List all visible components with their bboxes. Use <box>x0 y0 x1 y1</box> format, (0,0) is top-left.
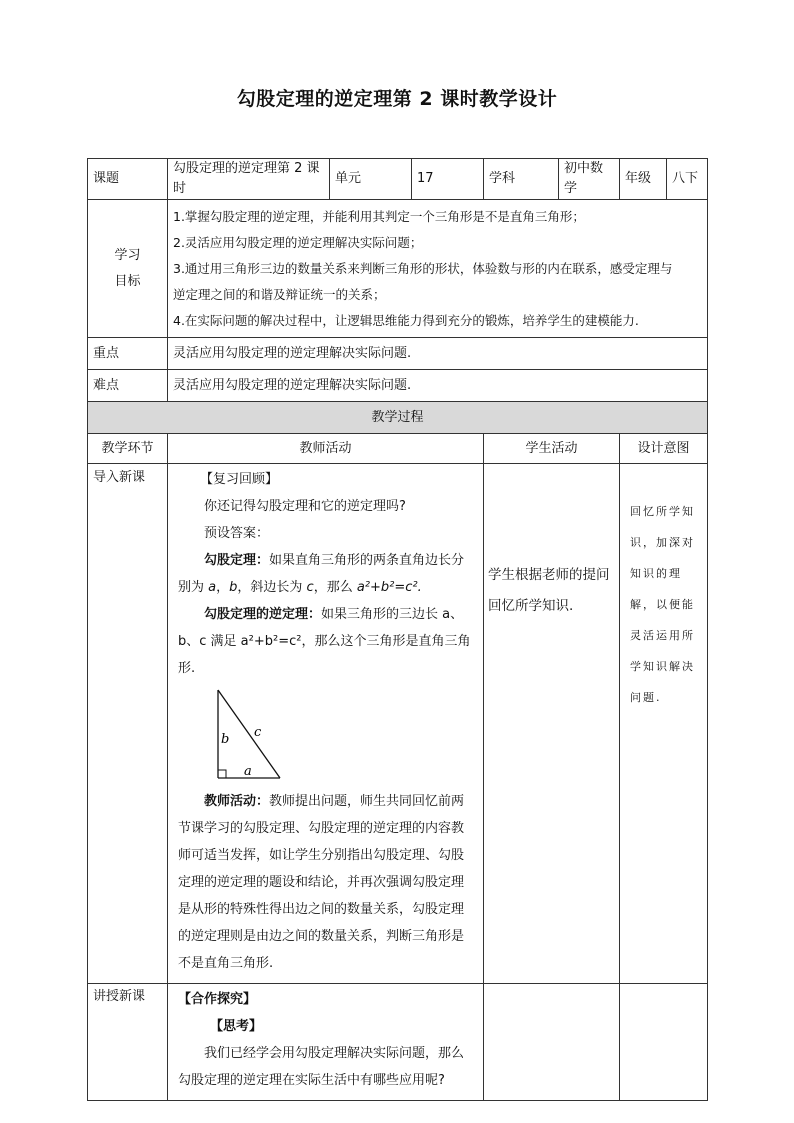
teacher-activity-line: 定理的逆定理的题设和结论，并再次强调勾股定理 <box>178 875 465 890</box>
triangle-label-b: b <box>221 732 230 747</box>
info-row <box>88 159 708 200</box>
teacher-activity-line: 节课学习的勾股定理、勾股定理的逆定理的内容教 <box>178 821 465 836</box>
theorem-equation: a²+b²=c². <box>356 580 422 595</box>
teach-design-intent <box>620 984 708 1101</box>
col-student-header: 学生活动 <box>484 434 620 464</box>
var-c: c <box>306 580 314 595</box>
converse-label: 勾股定理的逆定理： <box>204 607 322 622</box>
var-b: b <box>229 580 238 595</box>
teach-line: 我们已经学会用勾股定理解决实际问题，那么 <box>204 1046 465 1061</box>
intro-design-intent: 回忆所学知识，加深对知识的理解，以便能灵活运用所学知识解决问题. <box>620 464 708 984</box>
intro-student-activity: 学生根据老师的提问回忆所学知识. <box>484 464 620 984</box>
theorem-text-1: 如果直角三角形的两条直角边长分 <box>269 553 465 568</box>
teach-line: 勾股定理的逆定理在实际生活中有哪些应用呢? <box>178 1073 445 1088</box>
goal-item: 2.灵活应用勾股定理的逆定理解决实际问题； <box>173 234 423 250</box>
teach-student-activity <box>484 984 620 1101</box>
goal-item: 1.掌握勾股定理的逆定理，并能利用其判定一个三角形是不是直角三角形； <box>173 208 585 224</box>
difficulty-row <box>88 370 708 402</box>
subject-label: 学科 <box>484 159 559 200</box>
theorem-text-2a: 别为 <box>178 580 209 595</box>
teacher-activity-line: 是从形的特殊性得出边之间的数量关系，勾股定理 <box>178 902 465 917</box>
topic-label: 课题 <box>88 159 168 200</box>
teacher-activity-line: 不是直角三角形. <box>178 956 274 971</box>
comma: ， <box>216 580 230 595</box>
key-point-label: 重点 <box>88 338 168 370</box>
activity-label: 教师活动： <box>204 794 270 809</box>
review-heading: 【复习回顾】 <box>200 472 279 487</box>
grade-label: 年级 <box>620 159 667 200</box>
topic-value: 勾股定理的逆定理第 2 课时 <box>168 159 330 200</box>
section-teach-row <box>88 984 708 1101</box>
intro-teacher-activity <box>168 464 484 984</box>
column-header-row <box>88 434 708 464</box>
document-title: 勾股定理的逆定理第 2 课时教学设计 <box>236 88 558 110</box>
activity-text: 教师提出问题，师生共同回忆前两 <box>269 794 465 809</box>
teacher-activity-line: 师可适当发挥，如让学生分别指出勾股定理、勾股 <box>178 848 465 863</box>
goal-item: 逆定理之间的和谐及辩证统一的关系； <box>173 286 386 302</box>
difficulty-label: 难点 <box>88 370 168 402</box>
grade-value: 八下 <box>667 159 708 200</box>
triangle-label-a: a <box>244 764 252 779</box>
goals-label-line2: 目标 <box>114 273 141 289</box>
goals-row <box>88 200 708 338</box>
review-question: 你还记得勾股定理和它的逆定理吗? <box>204 499 406 514</box>
teach-teacher-activity <box>168 984 484 1101</box>
subject-value: 初中数学 <box>559 159 620 200</box>
key-point-row <box>88 338 708 370</box>
right-angle-marker <box>218 770 226 778</box>
difficulty-value: 灵活应用勾股定理的逆定理解决实际问题. <box>168 370 708 402</box>
section-intro-row <box>88 464 708 984</box>
right-triangle-figure <box>208 686 288 782</box>
key-point-value: 灵活应用勾股定理的逆定理解决实际问题. <box>168 338 708 370</box>
coop-heading: 【合作探究】 <box>178 992 257 1007</box>
teacher-activity-line: 的逆定理则是由边之间的数量关系，判断三角形是 <box>178 929 465 944</box>
col-intent-header: 设计意图 <box>620 434 708 464</box>
col-teacher-header: 教师活动 <box>168 434 484 464</box>
goals-content <box>168 200 708 338</box>
unit-value: 17 <box>412 159 484 200</box>
goals-label-line1: 学习 <box>114 247 141 263</box>
var-a: a <box>208 580 217 595</box>
process-header-row <box>88 402 708 434</box>
theorem-text-2b: ，斜边长为 <box>237 580 307 595</box>
converse-theorem-line1 <box>178 601 477 628</box>
col-stage-header: 教学环节 <box>88 434 168 464</box>
unit-label: 单元 <box>330 159 412 200</box>
goal-item: 3.通过用三角形三边的数量关系来判断三角形的形状，体验数与形的内在联系，感受定理与 <box>173 260 673 276</box>
converse-text-1: 如果三角形的三边长 a、 <box>321 607 464 622</box>
intro-stage: 导入新课 <box>88 464 168 984</box>
triangle-label-c: c <box>254 725 262 740</box>
pythagorean-theorem-line1 <box>178 547 477 574</box>
teacher-activity-line1 <box>178 788 477 815</box>
lesson-plan-table <box>87 158 708 1101</box>
goal-item: 4.在实际问题的解决过程中，让逻辑思维能力得到充分的锻炼，培养学生的建模能力. <box>173 312 639 328</box>
teach-stage: 讲授新课 <box>88 984 168 1101</box>
pythagorean-theorem-line2 <box>178 574 477 601</box>
theorem-text-2c: ，那么 <box>313 580 357 595</box>
goals-label <box>88 200 168 338</box>
think-heading: 【思考】 <box>210 1019 263 1034</box>
theorem-label: 勾股定理： <box>204 553 270 568</box>
process-header: 教学过程 <box>88 402 708 434</box>
converse-theorem-line2: b、c 满足 a²+b²=c²，那么这个三角形是直角三角形. <box>178 634 471 676</box>
preset-answer: 预设答案： <box>204 526 270 541</box>
